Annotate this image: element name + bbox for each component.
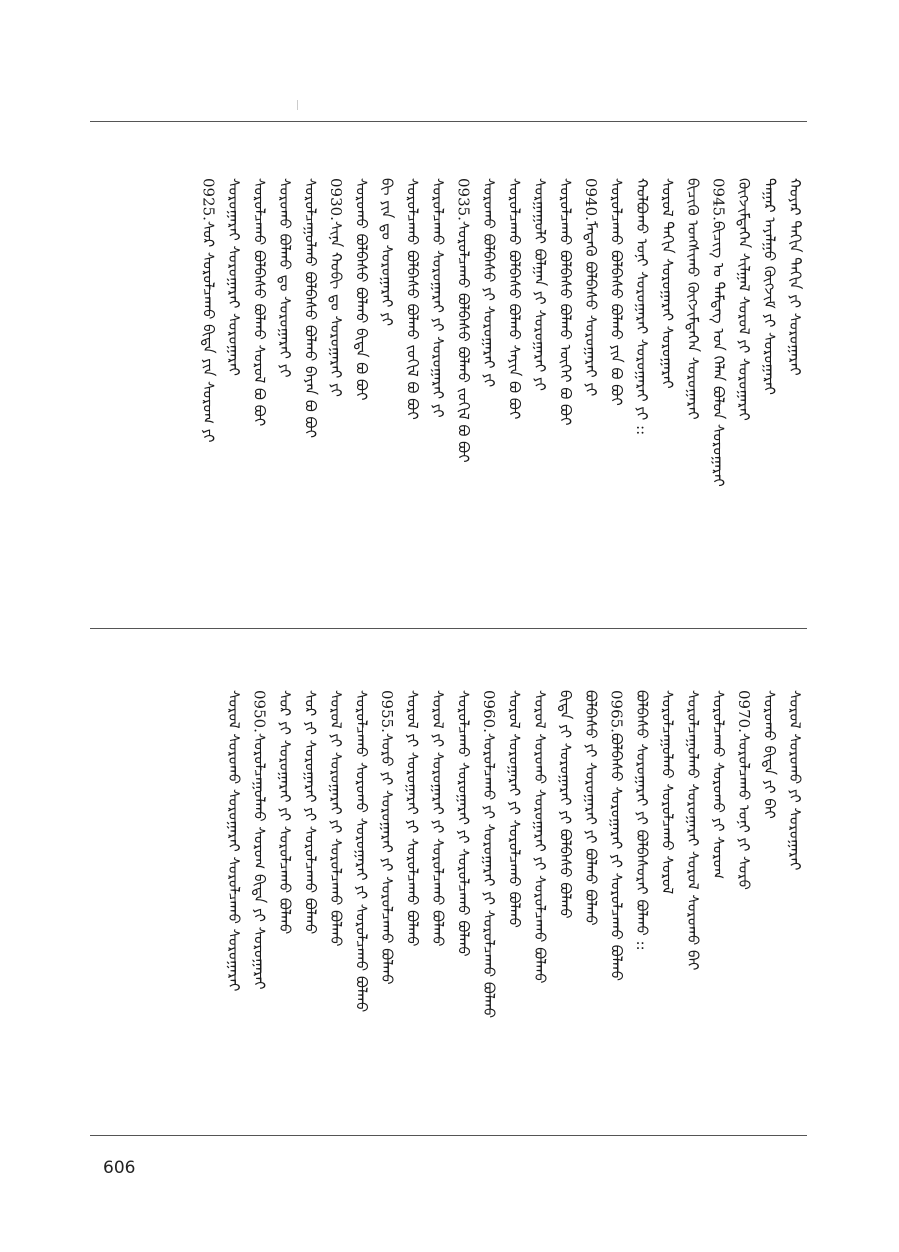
verse-line: [709, 690, 729, 879]
verse-text: ᠰᠤᠷᠤᠯᠴᠠᠭᠤᠯᠬᠤ ᠰᠤᠷᠤᠯᠴᠠᠬᠤ ᠰᠤᠷᠤᠯ: [658, 690, 677, 895]
verse-text: ᠬᠣᠯᠪᠣᠬᠤ ᠤᠨᠢ ᠰᠤᠷᠤᠭᠠᠷᠠᠢ ᠰᠤᠷᠤᠭᠠᠷᠠᠢ ᠶᠢ ::: [633, 178, 651, 436]
verse-line: [581, 690, 601, 926]
verse-text: ᠬᠣᠶᠠᠷ ᠳᠠᠬᠢᠨ ᠳᠠᠬᠢᠨ ᠶᠢ ᠰᠤᠷᠤᠭᠠᠷᠠᠢ: [786, 178, 804, 376]
verse-text: ᠰᠤᠷᠤᠬᠤ ᠪᠣᠯᠪᠠᠰᠤ ᠪᠣᠯᠬᠤ ᠪᠢᠳᠡ ᠪᠣ ᠪᠤᠢ: [352, 178, 371, 401]
verse-line: [352, 178, 372, 401]
margin-mark: [297, 100, 298, 110]
verse-line: [785, 178, 805, 376]
verse-line: [530, 178, 550, 391]
line-number: 0970.: [735, 690, 753, 733]
verse-text: ᠰᠤᠷᠤᠯᠴᠠᠭᠤᠯᠬᠤ ᠰᠤᠷᠤᠭ ᠪᠢᠳᠡ ᠶᠢ ᠰᠤᠷᠤᠭᠠᠷᠠᠢ: [250, 732, 269, 990]
upper-verse-block: [100, 178, 805, 618]
line-number: 0955.: [378, 690, 396, 733]
verse-line: [454, 178, 474, 463]
verse-line: [377, 690, 397, 985]
line-number: 0930.: [327, 178, 345, 221]
verse-line: [658, 690, 678, 894]
verse-line: [250, 690, 270, 989]
bottom-rule: [90, 1135, 807, 1136]
verse-line: [326, 690, 346, 946]
verse-text: ᠪᠢ ᠶᠢᠨ ᠳᠣ ᠰᠤᠷᠤᠭᠠᠷᠠᠢ ᠶᠢ: [378, 178, 396, 327]
verse-line: [199, 178, 219, 443]
verse-line: [785, 690, 805, 870]
middle-rule: [90, 628, 807, 629]
line-number: 0925.: [199, 178, 218, 221]
verse-line: [224, 690, 244, 991]
verse-text: ᠰᠤᠷᠤᠯ ᠶᠢ ᠰᠤᠷᠤᠭᠠᠷᠠᠢ ᠶᠢ ᠰᠤᠷᠤᠯᠴᠠᠬᠤ ᠪᠣᠯᠬᠤ: [429, 690, 447, 947]
line-number: 0965.: [607, 690, 626, 733]
verse-line: [760, 178, 780, 395]
verse-text: ᠮᠡᠳᠡᠬᠦ ᠪᠣᠯᠪᠠᠰᠤ ᠰᠤᠷᠤᠭᠠᠷᠠᠢ ᠶᠢ: [582, 220, 600, 397]
verse-line: [275, 178, 295, 378]
verse-text: ᠪᠣᠯᠪᠠᠰᠤ ᠶᠢ ᠰᠤᠷᠤᠭᠠᠷᠠᠢ ᠶᠢ ᠪᠣᠯᠬᠤ ᠪᠣᠯᠬᠤ: [582, 690, 600, 926]
verse-line: [556, 178, 576, 426]
verse-text: ᠰᠤᠷᠤᠯᠴᠠᠬᠤ ᠶᠢ ᠰᠤᠷᠤᠭᠠᠷᠠᠢ ᠶᠢ ᠰᠤᠷᠤᠯᠴᠠᠬᠤ ᠪᠣᠯᠬᠤ: [480, 732, 498, 1019]
verse-line: [632, 178, 652, 435]
verse-line: [607, 178, 627, 406]
verse-line: [734, 178, 754, 421]
verse-line: [683, 178, 703, 420]
verse-line: [224, 178, 244, 376]
verse-text: ᠪᠣᠯᠪᠠᠰᠤ ᠰᠤᠷᠤᠭᠠᠷᠠᠢ ᠶᠢ ᠪᠣᠯᠪᠠᠰᠤᠷᠠᠢ ᠪᠣᠯᠬᠤ ::: [633, 690, 651, 951]
verse-text: ᠰᠤᠷᠤᠯᠴᠠᠬᠤ ᠪᠣᠯᠪᠠᠰᠤ ᠪᠣᠯᠬᠤ ᠵᠣᠬᠢᠯ ᠪᠣ ᠪᠤᠢ: [454, 220, 473, 463]
verse-text: ᠰᠤᠷᠤᠬᠤ ᠪᠣᠯᠪᠠᠰᠤ ᠶᠢ ᠰᠤᠷᠤᠭᠠᠷᠠᠢ ᠶᠢ: [480, 178, 498, 388]
verse-text: ᠰᠤᠷᠤᠯ ᠰᠤᠷᠤᠬᠤ ᠶᠢ ᠰᠤᠷᠤᠭᠠᠷᠠᠢ: [786, 690, 804, 871]
line-number: 0960.: [480, 690, 498, 733]
line-number: 0940.: [582, 178, 600, 221]
verse-text: ᠰᠤᠷᠤᠭᠠᠷᠠᠢ ᠰᠤᠷᠤᠭᠠᠷᠠᠢ ᠰᠤᠷᠤᠭᠠᠷᠠᠢ: [225, 178, 243, 376]
verse-line: [734, 690, 754, 890]
verse-text: ᠬᠥᠭᠵᠢᠮᠳᠡᠭᠡᠨ ᠰᠢᠯᠭᠠᠯ ᠰᠤᠷᠤᠯ ᠶᠢ ᠰᠤᠷᠤᠭᠠᠷᠠᠢ: [735, 178, 753, 421]
page-number: 606: [103, 1158, 136, 1178]
verse-text: ᠰᠤᠷᠤ ᠶᠢ ᠰᠤᠷᠤᠭᠠᠷᠠᠢ ᠶᠢ ᠰᠤᠷᠤᠯᠴᠠᠬᠤ ᠪᠣᠯᠬᠤ: [378, 732, 396, 985]
verse-line: [479, 690, 499, 1018]
verse-text: ᠪᠣᠯᠪᠠᠰᠤ ᠰᠤᠷᠤᠭᠠᠷᠠᠢ ᠶᠢ ᠰᠤᠷᠤᠯᠴᠠᠬᠤ ᠪᠣᠯᠬᠤ: [607, 732, 626, 981]
verse-text: ᠪᠢᠴᠢᠭ ᠤ ᠲᠡᠮᠳᠡᠭ ᠤᠨ ᠬᠡᠯᠡᠨ ᠪᠤᠯᠤᠨ ᠰᠤᠷᠤᠭᠠᠷᠠᠢ: [709, 220, 728, 487]
verse-text: ᠪᠢᠴᠢᠬᠦ ᠤᠩᠰᠢᠬᠤ ᠬᠥᠭᠵᠢᠮᠳᠡᠭᠡᠨ ᠰᠤᠷᠤᠭᠠᠷᠠᠢ: [684, 178, 702, 420]
line-number: 0935.: [454, 178, 473, 221]
verse-line: [505, 178, 525, 419]
verse-text: ᠰᠤᠷᠤᠯᠴᠠᠬᠤ ᠪᠣᠯᠪᠠᠰᠤ ᠪᠣᠯᠬᠤ ᠶᠢᠨ ᠪᠣ ᠪᠤᠢ: [607, 178, 626, 406]
verse-line: [683, 690, 703, 970]
verse-text: ᠰᠤᠷᠤᠯᠴᠠᠬᠤ ᠪᠣᠯᠪᠠᠰᠤ ᠪᠣᠯᠬᠤ ᠰᠤᠷᠤᠯ ᠪᠣ ᠪᠤᠢ: [250, 178, 269, 427]
verse-line: [301, 178, 321, 438]
verse-text: ᠰᠤᠷᠤᠯᠴᠠᠭᠤᠯᠬᠤ ᠰᠤᠷᠤᠭᠠᠷᠠᠢ ᠰᠤᠷᠤᠯ ᠰᠤᠷᠤᠬᠤ ᠪᠠᠢ: [684, 690, 702, 971]
verse-text: ᠰᠤᠷᠤᠯ ᠳᠠᠬᠢᠨ ᠰᠤᠷᠤᠭᠠᠷᠠᠢ ᠰᠤᠷᠤᠭᠠᠷᠠᠢ: [658, 178, 677, 389]
verse-line: [403, 690, 423, 946]
verse-line: [428, 178, 448, 418]
verse-line: [275, 690, 295, 934]
verse-line: [658, 178, 678, 389]
verse-text: ᠰᠤᠷᠤᠬᠤ ᠪᠣᠯᠬᠤ ᠳᠤ ᠰᠤᠷᠤᠭᠠᠷᠠᠢ ᠶᠢ: [276, 178, 294, 378]
verse-text: ᠰᠤᠷᠤᠯ ᠰᠤᠷᠤᠭᠠᠷᠠᠢ ᠶᠢ ᠰᠤᠷᠤᠯᠴᠠᠬᠤ ᠪᠣᠯᠬᠤ: [505, 690, 524, 928]
verse-text: ᠲᠠᠭᠠᠷ ᠠᠶᠠᠯᠭᠤ ᠬᠥᠭᠵᠢᠮ ᠶᠢ ᠰᠤᠷᠤᠭᠠᠷᠠᠢ: [760, 178, 779, 395]
verse-line: [250, 178, 270, 426]
verse-line: [301, 690, 321, 934]
verse-text: ᠰᠤᠷᠭᠠᠭᠤᠯᠢ ᠪᠣᠯᠭᠠᠨ ᠶᠢ ᠰᠤᠷᠤᠭᠠᠷᠠᠢ ᠶᠢ: [531, 178, 549, 391]
verse-text: ᠰᠤᠷᠤᠯᠴᠠᠬᠤ ᠪᠣᠯᠪᠠᠰᠤ ᠪᠣᠯᠬᠤ ᠦᠭᠡᠢ ᠪᠣ ᠪᠤᠢ: [556, 178, 575, 426]
verse-text: ᠰᠤᠷᠤᠯᠴᠠᠬᠤ ᠤᠨᠢ ᠶᠢ ᠰᠤᠷᠤ: [735, 732, 753, 890]
verse-line: [607, 690, 627, 981]
verse-text: ᠰᠤᠷᠤᠯᠴᠠᠬᠤ ᠪᠣᠯᠪᠠᠰᠤ ᠪᠣᠯᠬᠤ ᠰᠠᠶᠢᠨ ᠪᠣ ᠪᠤᠢ: [505, 178, 524, 420]
verse-line: [428, 690, 448, 946]
verse-line: [530, 690, 550, 983]
verse-text: ᠰᠤᠷᠤᠯ ᠶᠢ ᠰᠤᠷᠤᠭᠠᠷᠠᠢ ᠶᠢ ᠰᠤᠷᠤᠯᠴᠠᠬᠤ ᠪᠣᠯᠬᠤ: [403, 690, 422, 947]
verse-line: [377, 178, 397, 326]
verse-text: ᠰᠤᠷᠤᠯ ᠶᠢ ᠰᠤᠷᠤᠭᠠᠷᠠᠢ ᠶᠢ ᠰᠤᠷᠤᠯᠴᠠᠬᠤ ᠪᠣᠯᠬᠤ: [327, 690, 345, 947]
top-rule: [90, 121, 807, 122]
verse-line: [352, 690, 372, 1012]
verse-text: ᠰᠤᠷᠤᠯᠴᠠᠬᠤ ᠪᠣᠯᠪᠠᠰᠤ ᠪᠣᠯᠬᠤ ᠵᠣᠬᠢᠯ ᠪᠣ ᠪᠤᠢ: [403, 178, 422, 420]
verse-line: [556, 690, 576, 919]
verse-text: ᠰᠤᠷ ᠰᠤᠷᠤᠯᠴᠠᠬᠤ ᠪᠢᠳᠡ ᠶᠢᠨ ᠰᠤᠷᠤᠭ ᠶᠢ: [199, 220, 218, 443]
verse-text: ᠰᠤᠷ ᠶᠢ ᠰᠤᠷᠤᠭᠠᠷᠠᠢ ᠶᠢ ᠰᠤᠷᠤᠯᠴᠠᠬᠤ ᠪᠣᠯᠬᠤ: [301, 690, 320, 935]
verse-text: ᠰᠤᠷᠤᠯᠴᠠᠬᠤ ᠰᠤᠷᠤᠬᠤ ᠰᠤᠷᠤᠭᠠᠷᠠᠢ ᠶᠢ ᠰᠤᠷᠤᠯᠴᠠᠬᠤ ᠪᠣᠯᠬᠤ: [352, 690, 371, 1013]
verse-line: [760, 690, 780, 819]
verse-line: [709, 178, 729, 487]
verse-text: ᠰᠤᠷᠤᠬᠤ ᠪᠢᠳᠡ ᠶᠢ ᠪᠠᠢ: [760, 690, 779, 819]
line-number: 0950.: [250, 690, 269, 733]
verse-line: [581, 178, 601, 396]
line-number: 0945.: [709, 178, 728, 221]
verse-line: [326, 178, 346, 397]
verse-text: ᠰᠤᠷᠤᠯ ᠰᠤᠷᠤᠬᠤ ᠰᠤᠷᠤᠭᠠᠷᠠᠢ ᠰᠤᠷᠤᠯᠴᠠᠬᠤ ᠰᠤᠷᠤᠭᠠᠷᠠᠢ: [225, 690, 243, 992]
verse-text: ᠰᠤᠷᠤᠯᠴᠠᠭᠤᠯᠬᠤ ᠪᠣᠯᠪᠠᠰᠤ ᠪᠣᠯᠬᠤ ᠪᠠᠶᠠᠨ ᠪᠣ ᠪᠤᠢ: [301, 178, 320, 439]
verse-text: ᠪᠢᠳᠡ ᠶᠢ ᠰᠤᠷᠤᠭᠠᠷᠠᠢ ᠶᠢ ᠪᠣᠯᠪᠠᠰᠤ ᠪᠣᠯᠬᠤ: [556, 690, 575, 919]
verse-line: [454, 690, 474, 957]
verse-text: ᠰᠤᠷᠤᠯᠴᠠᠬᠤ ᠰᠤᠷᠤᠬᠤ ᠶᠢ ᠰᠤᠷᠤᠭ: [709, 690, 728, 880]
verse-line: [632, 690, 652, 951]
verse-text: ᠰᠤᠷᠤᠯᠴᠠᠬᠤ ᠰᠤᠷᠤᠭᠠᠷᠠᠢ ᠶᠢ ᠰᠤᠷᠤᠭᠠᠷᠠᠢ ᠶᠢ: [429, 178, 447, 418]
verse-line: [479, 178, 499, 387]
verse-text: ᠰᠤᠷᠤᠯ ᠰᠤᠷᠤᠬᠤ ᠰᠤᠷᠤᠭᠠᠷᠠᠢ ᠶᠢ ᠰᠤᠷᠤᠯᠴᠠᠬᠤ ᠪᠣᠯᠬᠤ: [531, 690, 549, 984]
verse-text: ᠰᠢᠨᠡ ᠬᠤᠪᠢ ᠳᠤ ᠰᠤᠷᠤᠭᠠᠷᠠᠢ ᠶᠢ: [327, 220, 345, 397]
verse-line: [403, 178, 423, 420]
verse-line: [505, 690, 525, 928]
verse-text: ᠰᠤᠷᠤᠯᠴᠠᠬᠤ ᠰᠤᠷᠤᠭᠠᠷᠠᠢ ᠶᠢ ᠰᠤᠷᠤᠯᠴᠠᠬᠤ ᠪᠣᠯᠬᠤ: [454, 690, 473, 957]
verse-text: ᠰᠤᠷ ᠶᠢ ᠰᠤᠷᠤᠭᠠᠷᠠᠢ ᠶᠢ ᠰᠤᠷᠤᠯᠴᠠᠬᠤ ᠪᠣᠯᠬᠤ: [276, 690, 294, 935]
lower-verse-block: [100, 690, 805, 1130]
